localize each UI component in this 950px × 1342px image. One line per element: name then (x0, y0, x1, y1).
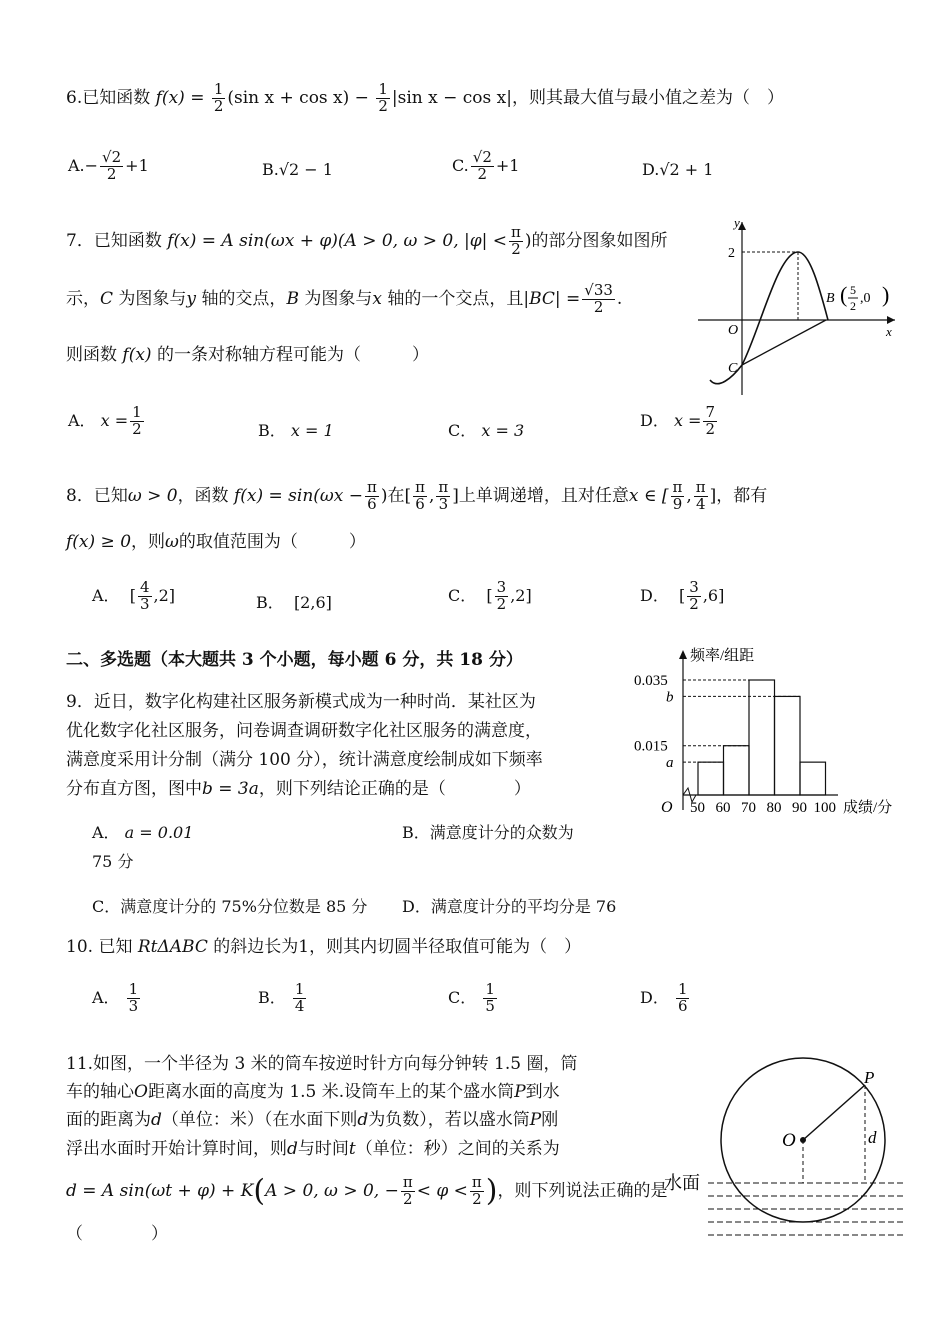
hist-bar-60-70 (724, 746, 750, 795)
q10-option-c[interactable]: C． $\frac{1}{5}$ (448, 980, 495, 1015)
q9-option-b-cont: 75 分 (92, 852, 134, 871)
hist-y-title: 频率/组距 (690, 648, 755, 664)
q6-half-2: $\frac{1}{2}$ (378, 80, 388, 115)
q10-option-b[interactable]: B． $\frac{1}{4}$ (258, 980, 305, 1015)
q9-option-d[interactable]: D．满意度计分的平均分是 76 (402, 897, 617, 916)
q6-stem (66, 82, 784, 115)
label-d: d (868, 1128, 877, 1147)
q6-formula-lhs: f(x) = (155, 87, 205, 108)
hist-xtick-70: 70 (741, 800, 756, 816)
hist-x-title: 成绩/分 (843, 800, 893, 816)
q6-option-b[interactable]: B.√2 − 1 (262, 160, 333, 179)
hist-ytick-2: 0.015 (634, 738, 668, 755)
q9-option-a[interactable]: A． a = 0.01 (92, 823, 194, 842)
hist-xtick-90: 90 (792, 800, 807, 816)
q11-line2: 车的轴心O距离水面的高度为 1.5 米.设筒车上的某个盛水筒P到水 (66, 1082, 560, 1102)
hist-ytick-1: b (666, 689, 674, 706)
q9-line3: 满意度采用计分制（满分 100 分），统计满意度绘制成如下频率 (66, 750, 543, 770)
q7-y-label: y (734, 215, 740, 230)
q7-x-label: x (886, 324, 892, 339)
q7-point-b: B (826, 291, 835, 306)
q9-option-c[interactable]: C．满意度计分的 75%分位数是 85 分 (92, 897, 368, 916)
q7-option-a[interactable]: A． x = $\frac{1}{2}$ (68, 403, 142, 438)
point-p: P (864, 1068, 875, 1087)
svg-text:(: ( (840, 282, 848, 307)
q8-line1: 8．已知ω > 0，函数 f(x) = sin(ωx − $\frac{\pi}{6}$ )在[ $\frac{\pi}{6}$ , $\frac{\pi}{3}$ ]上单调递增，且对任意x ∈ [ $\frac{\pi}{9}$ , $\frac{\pi}{4}$ ]，都有 (66, 478, 768, 513)
q6-formula-end: |sin x − cos x| (391, 87, 512, 108)
q7-ymax: 2 (728, 246, 735, 261)
radius-op (803, 1085, 865, 1140)
point-o: O (782, 1130, 796, 1151)
q7-b-den: 2 (850, 299, 856, 313)
q11-line1: 11.如图，一个半径为 3 米的筒车按逆时针方向每分钟转 1.5 圈，筒 (66, 1054, 578, 1074)
q9-line1: 9．近日，数字化构建社区服务新模式成为一种时尚．某社区为 (66, 692, 536, 712)
hist-y-arrow (679, 650, 687, 659)
q7-graph (690, 210, 905, 405)
q7-option-c[interactable]: C． x = 3 (448, 421, 525, 440)
q7-point-c: C (728, 361, 738, 376)
hist-ytick-3: a (666, 755, 674, 772)
q6-option-d[interactable]: D.√2 + 1 (642, 160, 714, 179)
q6-option-c[interactable]: C. $\frac{√2}{2}$ +1 (452, 148, 520, 183)
q7-x-arrow (887, 316, 895, 324)
q7-line1: 7．已知函数 f(x) = A sin(ωx + φ)(A > 0, ω > 0, |φ| < $\frac{\pi}{2}$ )的部分图象如图所 (66, 223, 668, 258)
q10-stem: 10. 已知 RtΔABC 的斜边长为1，则其内切圆半径取值可能为（ ） (66, 937, 582, 957)
q6-post: ，则其最大值与最小值之差为（ ） (511, 87, 784, 108)
q7-origin: O (728, 323, 739, 338)
q7-line2: 示，C 为图象与y 轴的交点，B 为图象与x 轴的一个交点，且|BC| = $\frac{√33}{2}$ . (66, 281, 623, 316)
q10-option-a[interactable]: A． $\frac{1}{3}$ (92, 980, 139, 1015)
q10-option-d[interactable]: D． $\frac{1}{6}$ (640, 980, 688, 1015)
section2-heading: 二、多选题（本大题共 3 个小题，每小题 6 分，共 18 分） (66, 650, 523, 670)
q11-line4: 浮出水面时开始计算时间，则d与时间t（单位：秒）之间的关系为 (66, 1139, 560, 1159)
svg-text:): ) (882, 282, 890, 307)
q7-option-d[interactable]: D． x = $\frac{7}{2}$ (640, 403, 715, 438)
hist-ytick-0: 0.035 (634, 673, 668, 689)
water-label: 水面 (664, 1173, 700, 1193)
q7-b-tail: ,0 (860, 291, 871, 306)
hist-bar-80-90 (775, 696, 801, 795)
q8-option-c[interactable]: C． [ $\frac{3}{2}$ ,2] (448, 578, 532, 613)
q11-figure (660, 1055, 910, 1255)
hist-origin: O (661, 799, 673, 816)
hist-xtick-50: 50 (690, 800, 705, 816)
q8-line2: f(x) ≥ 0，则ω的取值范围为（ ） (66, 532, 366, 552)
q9-line2: 优化数字化社区服务，问卷调查调研数字化社区服务的满意度， (66, 721, 542, 741)
hist-bar-50-60 (698, 762, 724, 795)
q6-number: 6. (66, 87, 83, 108)
hist-xtick-100: 100 (813, 800, 836, 816)
q6-option-a[interactable]: A.− $\frac{√2}{2}$ +1 (68, 148, 149, 183)
q11-line6: （ ） (66, 1224, 168, 1244)
hist-xtick-80: 80 (766, 800, 782, 816)
q11-line5: d = A sin(ωt + φ) + K(A > 0, ω > 0, − $\frac{\pi}{2}$ < φ < $\frac{\pi}{2}$ )，则下列说法正确的是 (66, 1173, 668, 1209)
q11-line3: 面的距离为d（单位：米）（在水面下则d为负数），若以盛水筒P刚 (66, 1110, 559, 1130)
q9-histogram (628, 640, 913, 825)
hist-xtick-60: 60 (715, 800, 731, 816)
q6-half: $\frac{1}{2}$ (213, 80, 224, 115)
hist-bar-90-100 (800, 762, 826, 795)
q8-option-b[interactable]: B． [2,6] (256, 593, 332, 612)
q7-segment-bc (742, 320, 826, 365)
q9-option-b[interactable]: B．满意度计分的众数为 (402, 823, 574, 842)
q7-b-num: 5 (850, 283, 856, 297)
q8-option-d[interactable]: D． [ $\frac{3}{2}$ ,6] (640, 578, 725, 613)
q8-option-a[interactable]: A． [ $\frac{4}{3}$ ,2] (92, 578, 176, 613)
hist-bar-70-80 (749, 680, 775, 795)
q7-option-b[interactable]: B． x = 1 (258, 421, 334, 440)
q6-pre: 已知函数 (82, 87, 151, 108)
q7-line3: 则函数 f(x) 的一条对称轴方程可能为（ ） (66, 345, 429, 365)
q9-line4: 分布直方图，图中b = 3a，则下列结论正确的是（ ） (66, 779, 531, 799)
q6-formula-mid: (sin x + cos x) − (227, 87, 369, 108)
